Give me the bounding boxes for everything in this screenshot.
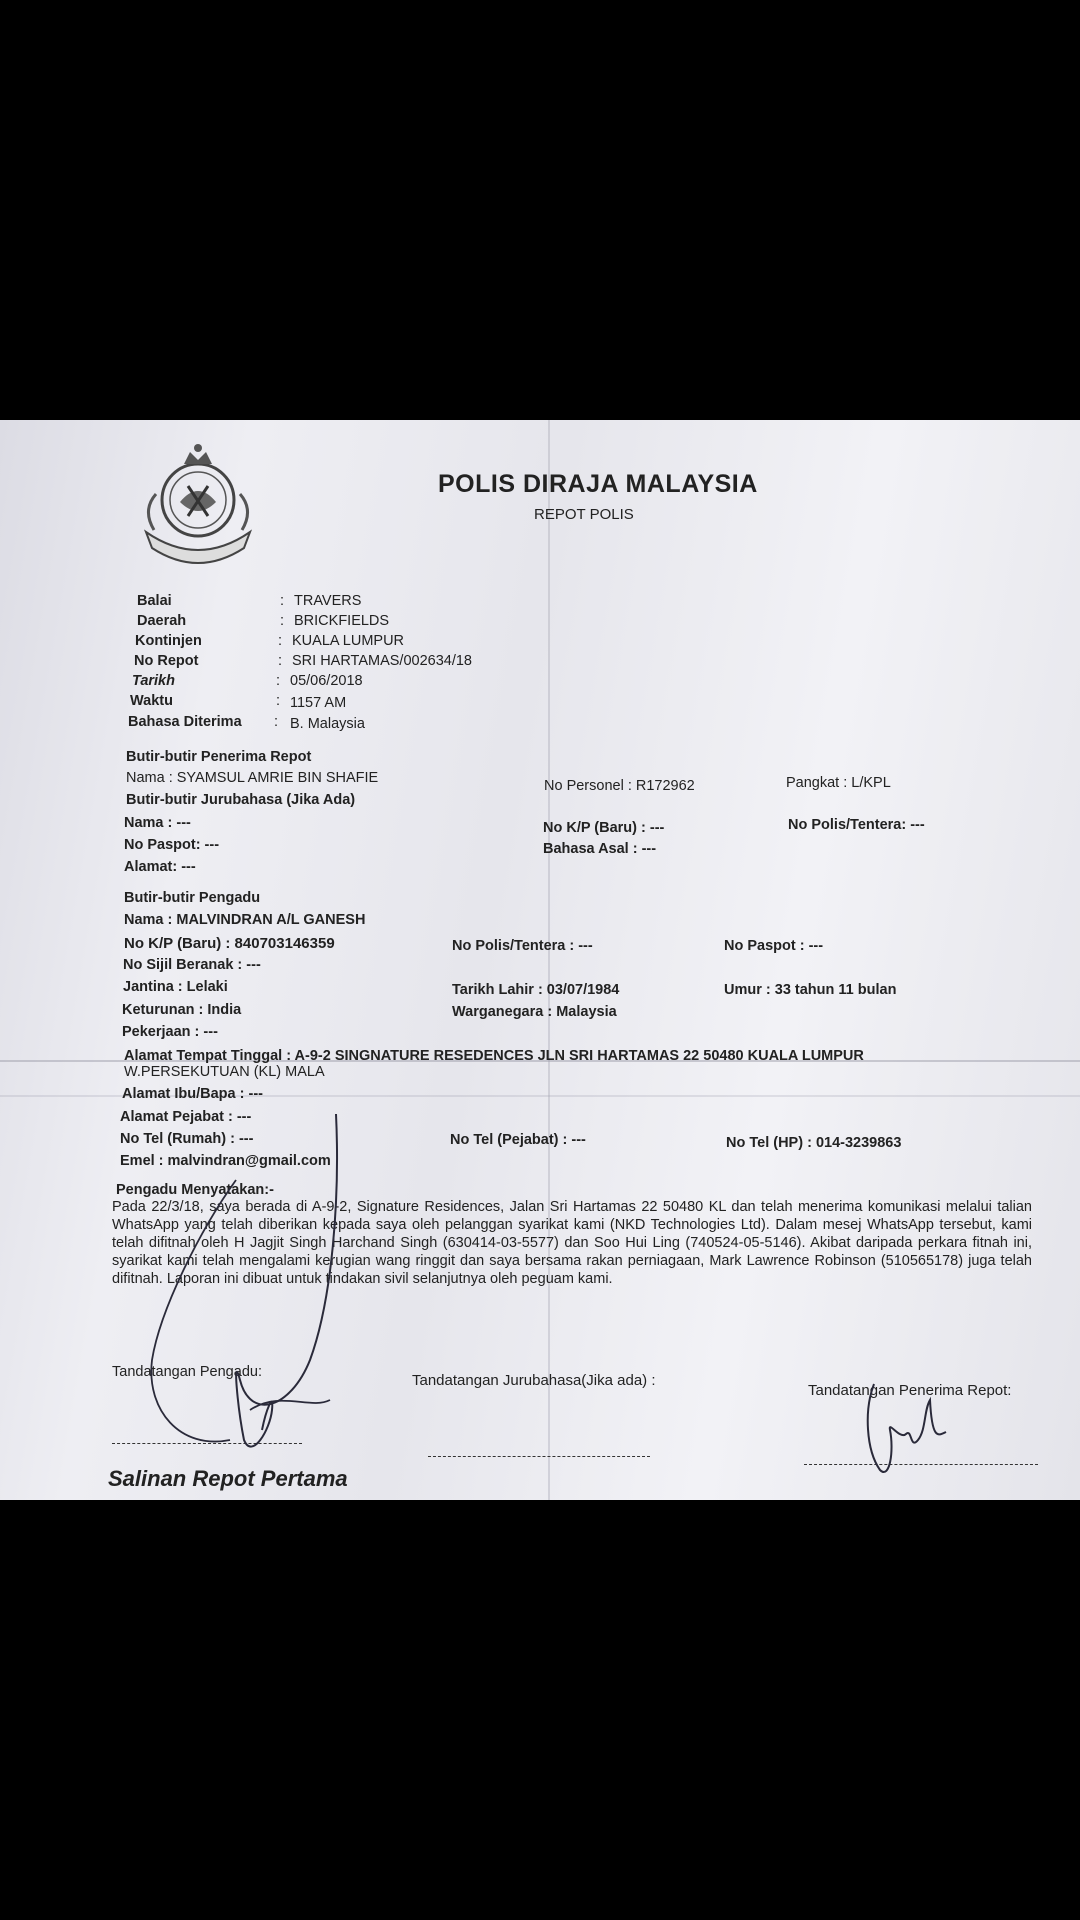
info-label-tarikh: Tarikh [132,673,175,689]
complainant-tarikh-lahir: Tarikh Lahir : 03/07/1984 [452,982,620,998]
complainant-no-polis: No Polis/Tentera : --- [452,938,593,954]
complainant-jantina: Jantina : Lelaki [123,979,228,995]
info-colon: : [280,593,285,609]
info-value-daerah: BRICKFIELDS [294,613,390,629]
complainant-alamat-tinggal: Alamat Tempat Tinggal : A-9-2 SINGNATURE RESEDENCES JLN SRI HARTAMAS 22 50480 KUALA LUMPUR [124,1048,864,1064]
complainant-alamat-pejabat: Alamat Pejabat : --- [120,1109,252,1125]
interpreter-no-polis: No Polis/Tentera: --- [788,817,925,833]
info-colon: : [278,653,283,669]
signature-label-pengadu: Tandatangan Pengadu: [112,1364,262,1380]
info-colon: : [276,673,281,689]
receiver-heading: Butir-butir Penerima Repot [126,749,312,765]
first-copy-label: Salinan Repot Pertama [108,1466,348,1491]
info-label-balai: Balai [137,593,172,609]
interpreter-nama: Nama : --- [124,815,191,831]
report-paper [0,420,1080,1500]
complainant-no-kp: No K/P (Baru) : 840703146359 [124,935,335,952]
complainant-umur: Umur : 33 tahun 11 bulan [724,982,897,998]
complainant-no-paspot: No Paspot : --- [724,938,824,954]
interpreter-no-paspot: No Paspot: --- [124,837,220,853]
info-colon: : [274,714,279,730]
complainant-no-sijil: No Sijil Beranak : --- [123,957,261,973]
interpreter-heading: Butir-butir Jurubahasa (Jika Ada) [126,792,356,808]
signature-label-penerima: Tandatangan Penerima Repot: [808,1382,1012,1399]
info-colon: : [278,633,283,649]
info-label-kontinjen: Kontinjen [135,633,202,649]
complainant-signature [140,1110,360,1470]
receiver-no-personel: No Personel : R172962 [544,778,695,794]
page-title: POLIS DIRAJA MALAYSIA [438,470,758,498]
fold-crease [548,420,550,1500]
info-value-kontinjen: KUALA LUMPUR [292,633,405,649]
complainant-alamat-tinggal-line2: W.PERSEKUTUAN (KL) MALA [124,1064,325,1080]
info-value-no-repot: SRI HARTAMAS/002634/18 [292,653,472,669]
complainant-nama: Nama : MALVINDRAN A/L GANESH [124,912,366,928]
receiver-signature [860,1380,950,1480]
info-label-waktu: Waktu [130,693,173,709]
info-value-tarikh: 05/06/2018 [290,673,363,689]
complainant-keturunan: Keturunan : India [122,1002,242,1018]
info-label-bahasa: Bahasa Diterima [128,714,242,730]
info-label-no-repot: No Repot [134,653,199,669]
receiver-pangkat: Pangkat : L/KPL [786,775,891,791]
statement-text: Pada 22/3/18, saya berada di A-9-2, Signature Residences, Jalan Sri Hartamas 22 50480 KL dan telah menerima komunikasi melalui talian WhatsApp yang telah diberikan kepada saya oleh pelanggan syarikat kami (NKD Technologies Ltd). Dalam mesej WhatsApp tersebut, kami telah difitnah oleh H Jagjit Singh Harchand Singh (630414-03-5577) dan Soo Hui Ling (740524-05-5146). Akibat daripada perkara fitnah ini, syarikat kami telah mengalami kerugian wang ringgit dan saya bersama rakan perniagaan, Mark Lawrence Robinson (510565178) juga telah difitnah. Laporan ini dibuat untuk tindakan sivil selanjutnya oleh peguam kami. [112,1199,1032,1287]
signature-label-jurubahasa: Tandatangan Jurubahasa(Jika ada) : [412,1372,656,1389]
complainant-tel-rumah: No Tel (Rumah) : --- [120,1131,254,1147]
info-colon: : [276,693,281,709]
complainant-tel-hp: No Tel (HP) : 014-3239863 [726,1135,902,1151]
receiver-nama: Nama : SYAMSUL AMRIE BIN SHAFIE [126,770,379,786]
info-value-bahasa: B. Malaysia [290,716,365,732]
info-label-daerah: Daerah [137,613,187,629]
interpreter-no-kp: No K/P (Baru) : --- [543,820,665,836]
complainant-emel: Emel : malvindran@gmail.com [120,1153,331,1169]
complainant-heading: Butir-butir Pengadu [124,890,261,906]
info-value-waktu: 1157 AM [290,695,347,711]
signature-line-jurubahasa [428,1456,650,1457]
page-subtitle: REPOT POLIS [534,506,634,523]
info-colon: : [280,613,285,629]
statement-heading: Pengadu Menyatakan:- [116,1182,274,1198]
police-seal-logo [132,440,264,572]
complainant-warganegara: Warganegara : Malaysia [452,1004,617,1020]
interpreter-alamat: Alamat: --- [124,859,196,875]
complainant-tel-pejabat: No Tel (Pejabat) : --- [450,1132,586,1148]
complainant-pekerjaan: Pekerjaan : --- [122,1024,218,1040]
complainant-alamat-ibubapa: Alamat Ibu/Bapa : --- [122,1086,263,1102]
info-value-balai: TRAVERS [294,593,362,609]
interpreter-bahasa-asal: Bahasa Asal : --- [543,841,657,857]
